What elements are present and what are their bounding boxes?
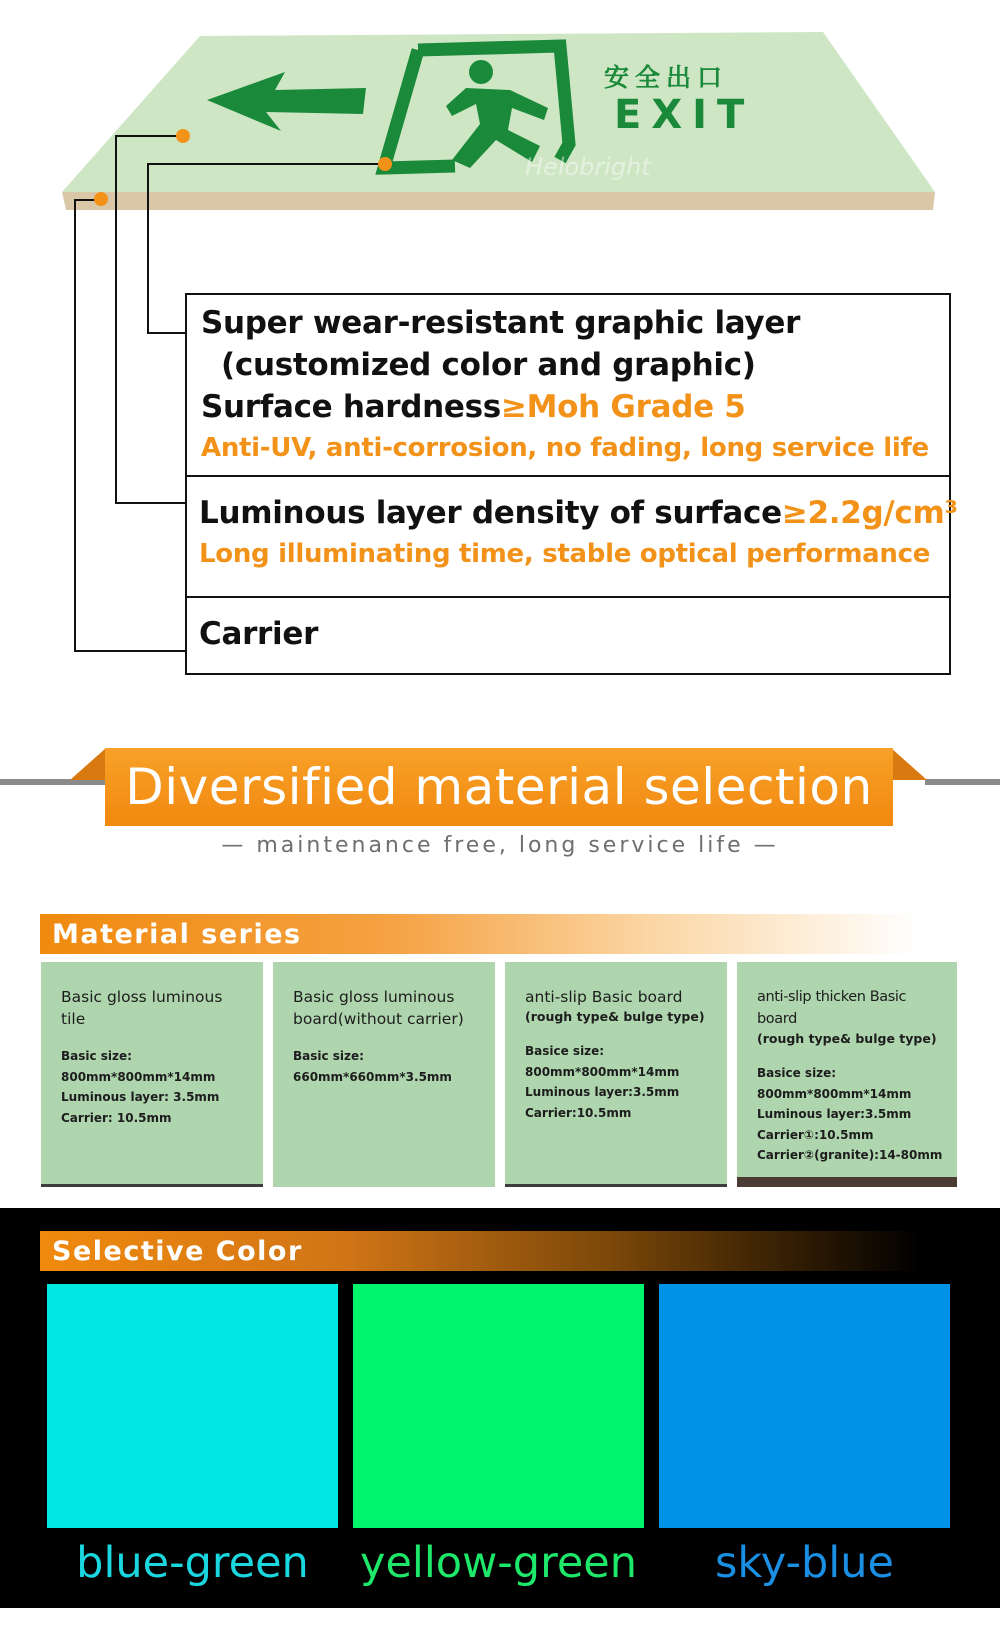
callout-dot-carrier: [94, 192, 108, 206]
luminous-layer-benefits: Long illuminating time, stable optical performance: [199, 539, 931, 569]
spec-line: Carrier: 10.5mm: [61, 1110, 172, 1125]
luminous-density-value: ≥2.2g/cm³: [781, 495, 958, 531]
sign-chinese-text: 安全出口: [604, 63, 729, 92]
color-swatch-blue-green: [47, 1284, 338, 1528]
spec-line: 660mm*660mm*3.5mm: [293, 1069, 452, 1084]
spec-line: Luminous layer:3.5mm: [525, 1085, 680, 1099]
section-banner: [105, 748, 893, 826]
banner-fold-left: [70, 748, 106, 780]
selective-color-title: Selective Color: [52, 1235, 303, 1267]
spec-line: Basice size:: [757, 1066, 837, 1080]
surface-hardness-value: ≥Moh Grade 5: [500, 389, 746, 425]
graphic-layer-subtitle: (customized color and graphic): [221, 347, 756, 383]
spec-line: Basic size:: [61, 1049, 132, 1063]
surface-hardness-label: Surface hardness: [201, 389, 501, 425]
callout-line-carrier: [75, 200, 187, 651]
material-card: [273, 962, 495, 1187]
color-label-blue-green: blue-green: [76, 1538, 309, 1588]
luminous-density-line: [199, 495, 958, 531]
sign-exit-text: EXIT: [614, 92, 755, 138]
color-swatch-yellow-green: [353, 1284, 644, 1528]
material-card-subtitle: (rough type& bulge type): [525, 1009, 705, 1024]
material-card-title: anti-slip thicken Basic board: [757, 989, 907, 1027]
spec-line: 800mm*800mm*14mm: [525, 1064, 680, 1079]
surface-hardness-line: [201, 389, 746, 425]
callout-dot-luminous-layer: [176, 129, 190, 143]
material-card: [737, 962, 957, 1187]
material-card: [41, 962, 263, 1187]
spec-line: 800mm*800mm*14mm: [757, 1086, 912, 1101]
sign-watermark: Helobright: [525, 153, 651, 181]
spec-line: Basic size:: [293, 1049, 364, 1063]
callout-dot-graphic-layer: [378, 157, 392, 171]
spec-line: Luminous layer: 3.5mm: [61, 1090, 220, 1104]
spec-row-luminous-layer: [187, 477, 958, 598]
spec-line: Carrier①:10.5mm: [757, 1127, 874, 1142]
material-card-title: anti-slip Basic board: [525, 988, 683, 1006]
material-card-specs: [525, 1041, 715, 1123]
material-card-subtitle: (rough type& bulge type): [757, 1031, 937, 1046]
spec-line: 800mm*800mm*14mm: [61, 1069, 216, 1084]
material-card-title: Basic gloss luminous board(without carrier): [293, 988, 464, 1028]
spec-line: Luminous layer:3.5mm: [757, 1107, 912, 1121]
spec-row-graphic-layer: [187, 295, 949, 477]
banner-fold-right: [891, 748, 927, 780]
graphic-layer-benefits: Anti-UV, anti-corrosion, no fading, long service life: [201, 433, 929, 463]
color-label-sky-blue: sky-blue: [715, 1538, 894, 1588]
selective-color-header: [40, 1231, 920, 1271]
material-series-title: Material series: [52, 918, 302, 950]
material-card-specs: [293, 1046, 483, 1087]
material-card-specs: [757, 1063, 945, 1166]
banner-rule-right: [925, 779, 1000, 785]
material-card-specs: [61, 1046, 251, 1128]
material-card-title: Basic gloss luminous tile: [61, 988, 223, 1028]
material-card: [505, 962, 727, 1187]
spec-line: Carrier②(granite):14-80mm: [757, 1148, 943, 1162]
color-swatch-sky-blue: [659, 1284, 950, 1528]
banner-title: Diversified material selection: [125, 758, 873, 816]
sign-carrier-edge: [62, 192, 935, 210]
spec-line: Carrier:10.5mm: [525, 1105, 632, 1120]
color-label-yellow-green: yellow-green: [360, 1538, 637, 1588]
spec-line: Basice size:: [525, 1044, 605, 1058]
carrier-label: Carrier: [199, 616, 319, 652]
material-series-header: [40, 914, 920, 954]
layer-spec-table: [185, 293, 958, 675]
banner-subtitle: — maintenance free, long service life —: [221, 833, 779, 858]
spec-row-carrier: [187, 598, 949, 675]
luminous-density-label: Luminous layer density of surface: [199, 495, 782, 531]
graphic-layer-title: Super wear-resistant graphic layer: [201, 305, 801, 341]
